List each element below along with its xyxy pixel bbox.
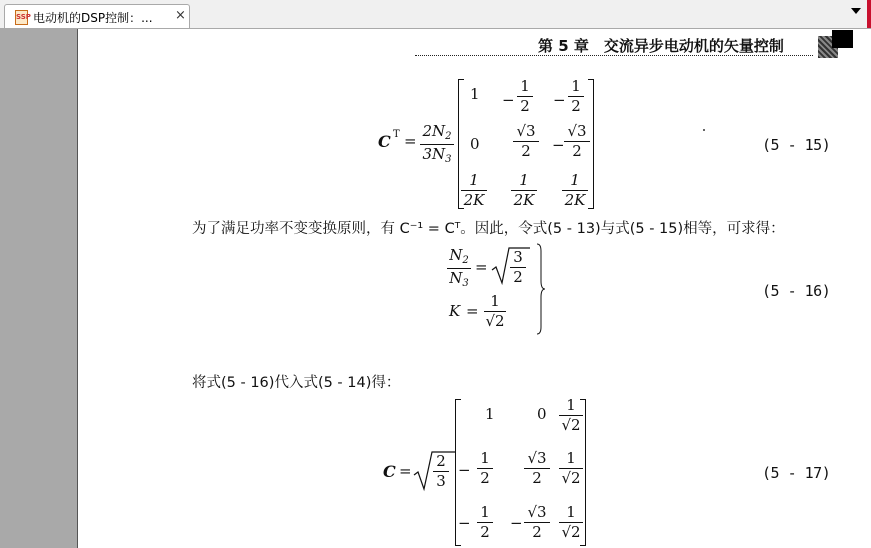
body-text-paragraph: 将式(5 - 16)代入式(5 - 14)得： (192, 375, 401, 391)
window-edge-accent (867, 0, 871, 28)
matrix-symbol-C: C (378, 132, 391, 151)
equals-sign: = (404, 132, 417, 150)
document-tab[interactable] (4, 4, 190, 28)
transpose-sup: T (393, 129, 400, 140)
ratio-fraction: $\frac{N_2}{N_3}$ (447, 248, 471, 289)
matrix-cell: $\frac{√3}{2}$ (524, 505, 550, 540)
minus-sign: − (502, 91, 515, 109)
matrix-cell: 0 (537, 405, 547, 423)
header-ornament-dark (832, 30, 853, 48)
sqrt-fraction: $\frac{3}{2}$ (510, 250, 526, 285)
matrix-symbol-C: C (383, 462, 396, 481)
equation-number: (5 - 17) (762, 464, 831, 482)
equation-number: (5 - 15) (762, 136, 831, 154)
minus-sign: − (458, 514, 471, 532)
tab-bar (0, 0, 871, 29)
matrix-cell: $\frac{1}{2K}$ (511, 173, 537, 208)
minus-sign: − (458, 461, 471, 479)
equation-number: (5 - 16) (762, 282, 831, 300)
K-fraction: $\frac{1}{√2}$ (485, 292, 505, 330)
document-page[interactable] (78, 29, 871, 548)
matrix-cell: $\frac{√3}{2}$ (564, 124, 590, 159)
right-brace (535, 243, 545, 335)
matrix-cell: $\frac{1}{2K}$ (461, 173, 487, 208)
pdf-file-icon: SSP (15, 10, 28, 25)
minus-sign: − (510, 514, 523, 532)
matrix-cell: $\frac{√3}{2}$ (524, 451, 550, 486)
close-icon[interactable]: × (175, 8, 186, 23)
minus-sign: − (552, 136, 565, 154)
matrix-cell: $\frac{1}{2}$ (517, 79, 533, 114)
equals-sign: = (475, 258, 488, 276)
matrix-cell: $\frac{1}{√2}$ (559, 505, 583, 540)
minus-sign: − (553, 91, 566, 109)
chapter-header: 第 5 章 交流异步电动机的矢量控制 (538, 37, 784, 55)
matrix-cell: $\frac{1}{2}$ (477, 505, 493, 540)
body-text-paragraph: 为了满足功率不变变换原则，有 C⁻¹ = Cᵀ。因此，令式(5 - 13)与式(5 - 15)相等，可求得： (192, 221, 785, 237)
scan-speck (703, 129, 705, 131)
matrix-cell: 1 (470, 85, 480, 103)
viewer-gutter (0, 29, 78, 548)
matrix-cell: $\frac{1}{√2}$ (559, 398, 583, 433)
tab-list-dropdown-icon[interactable] (851, 8, 861, 14)
sqrt-fraction: $\frac{2}{3}$ (433, 454, 449, 489)
matrix-cell: $\frac{√3}{2}$ (513, 124, 539, 159)
tab-title[interactable]: 电动机的DSP控制：... (33, 11, 153, 25)
matrix-cell: $\frac{1}{2K}$ (562, 173, 588, 208)
matrix-cell: 0 (470, 135, 480, 153)
matrix-cell: $\frac{1}{√2}$ (559, 451, 583, 486)
equals-sign: = (399, 462, 412, 480)
coefficient-fraction: $\frac{2N_2}{3N_3}$ (420, 124, 454, 165)
equals-sign: = (466, 302, 479, 320)
matrix-cell: 1 (485, 405, 495, 423)
matrix-cell: $\frac{1}{2}$ (477, 451, 493, 486)
matrix-cell: $\frac{1}{2}$ (568, 79, 584, 114)
header-rule (415, 55, 813, 56)
variable-K: K (449, 302, 461, 320)
